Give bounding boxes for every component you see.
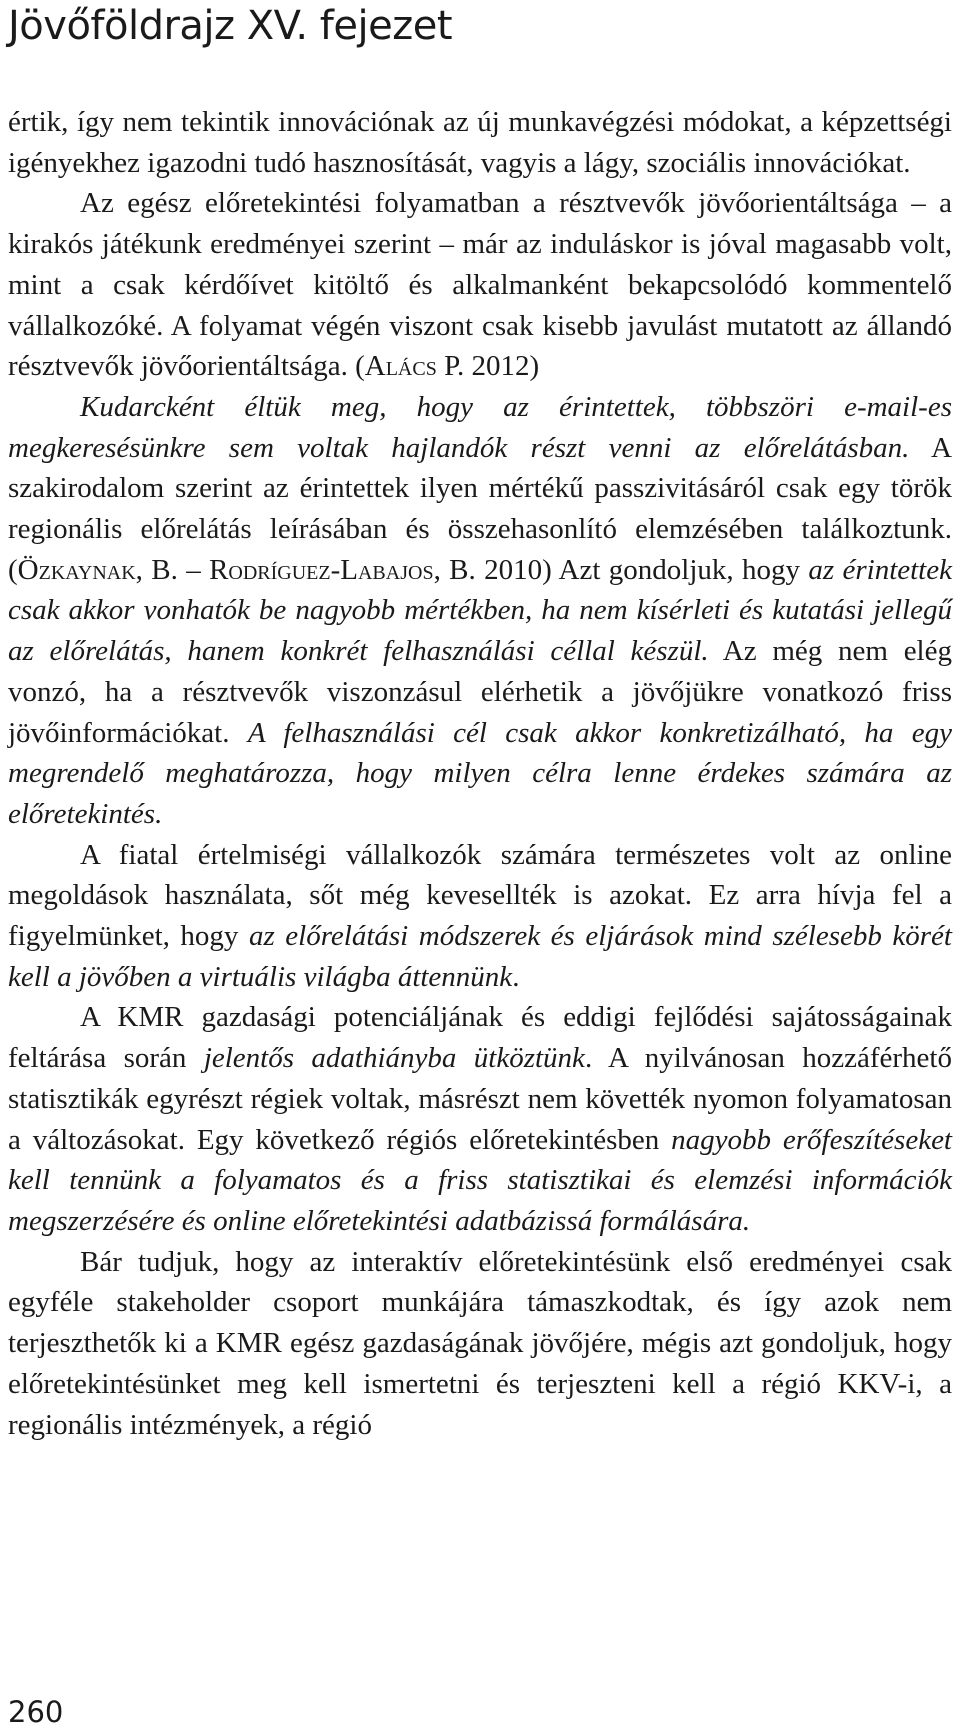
paragraph-text: A szakirodalom szerint az érintettek ilyen mértékű passzivitásáról csak egy török regionális előrelátás leírásában és összehasonlító elemzésében találkoztunk. ( [8,431,953,586]
italic-text: jelentős adathiányba ütköztünk [203,1042,585,1075]
paragraph-text: A fiatal értelmiségi vállalkozók számára természetes volt az online megoldások használata, sőt még kevesellték is azokat. Ez arra hívja fel a figyelmünket, hogy [8,838,952,953]
italic-text: A felhasználási cél csak akkor konkretizálható, ha egy megrendelő meghatározza, hogy milyen célra lenne érdekes számára az előretekintés. [8,716,953,830]
citation-author: Özkaynak, B. – Rodríguez-Labajos, B. [17,553,476,586]
running-header: Jövőföldrajz XV. fejezet [8,3,452,49]
body-text [8,102,952,1445]
citation-author: Alács P. [364,350,465,383]
paragraph-continuation [8,102,952,183]
paragraph-text: értik, így nem tekintik innovációnak az új munkavégzési módokat, a képzettségi igényekhez igazodni tudó hasznosítását, vagyis a lágy, szociális innovációkat. [8,106,952,179]
paragraph-dissemination [8,1242,952,1446]
paragraph-text: 2010) Azt gondoljuk, hogy [475,553,809,586]
paragraph-online [8,835,952,998]
paragraph-stakeholders [8,387,952,835]
paragraph-text: . A nyilvánosan hozzáférhető statisztikák egyrészt régiek voltak, másrészt nem követték nyomon folyamatosan a változásokat. Egy következő régiós előretekintésben [8,1042,952,1156]
italic-text: az előrelátási módszerek és eljárások mind szélesebb körét kell a jövőben a virtuális világba áttennünk [8,920,952,993]
italic-text: nagyobb erőfeszítéseket kell tennünk a folyamatos és a friss statisztikai és elemzési információk megszerzésére és online előretekintési adatbázissá formálására. [8,1123,952,1237]
paragraph-text: Bár tudjuk, hogy az interaktív előretekintésünk első eredményei csak egyféle stakeholder csoport munkájára támaszkodtak, és így azok nem terjeszthetők ki a KMR egész gazdaságának jövőjére, mégis azt gondoljuk, hogy előretekintésünket meg kell ismertetni és terjeszteni kell a régió KKV-i, a regionális intézmények, a régió [8,1245,952,1441]
italic-text: az érintettek csak akkor vonhatók be nagyobb mértékben, ha nem kísérleti és kutatási jellegű az előrelátás, hanem konkrét felhasználási céllal készül. [8,553,952,668]
page-number: 260 [8,1695,64,1729]
italic-text: Kudarcként éltük meg, hogy az érintettek, többszöri e-mail-es megkeresésünkre sem voltak hajlandók részt venni az előrelátásban. [8,390,952,464]
paragraph-text: Az még nem elég vonzó, ha a résztvevők viszonzásul elérhetik a jövőjükre vonatkozó friss jövőinformációkat. [8,635,952,749]
citation-year: 2012) [464,350,540,383]
paragraph-text: A KMR gazdasági potenciáljának és eddigi fejlődési sajátosságainak feltárása során [8,1001,952,1075]
paragraph-orientation [8,183,952,387]
paragraph-text: Az egész előretekintési folyamatban a résztvevők jövőorientáltsága – a kirakós játékunk eredményei szerint – már az induláskor is jóval magasabb volt, mint a csak kérdőívet kitöltő és alkalmanként bekapcsolódó kommentelő vállalkozóké. A folyamat végén viszont csak kisebb javulást mutatott az állandó résztvevők jövőorientáltsága. ( [8,187,952,383]
paragraph-text: . [512,960,520,993]
paragraph-data-gap [8,997,952,1241]
